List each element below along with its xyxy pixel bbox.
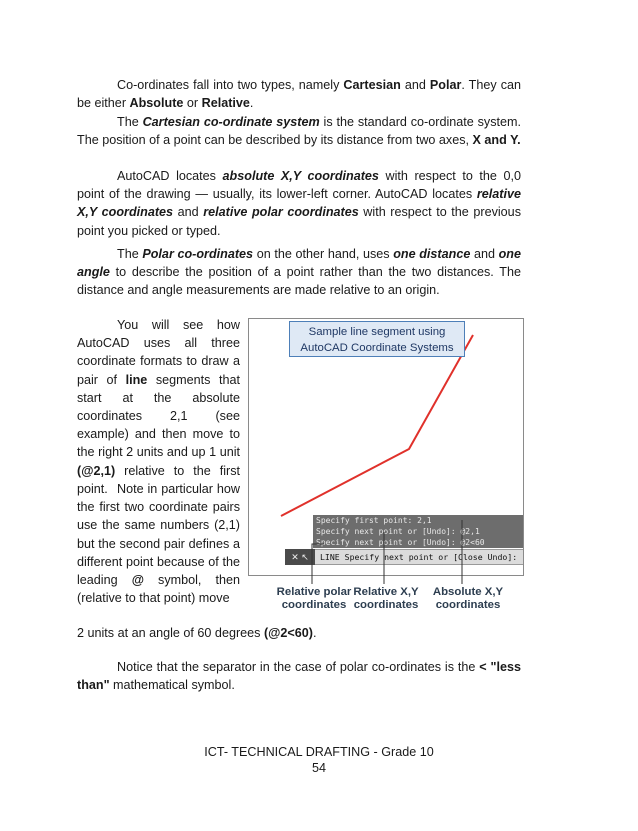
label-line: Relative polar xyxy=(276,586,352,598)
figure-caption-line: Sample line segment using xyxy=(308,326,446,338)
term-less-than-word: "less than" xyxy=(77,660,522,693)
label-line: coordinates xyxy=(435,599,501,611)
term-relative-example: (@2,1) xyxy=(77,463,116,478)
term-at-symbol: @ xyxy=(131,573,144,588)
term-x-and-y: X and Y. xyxy=(472,133,521,148)
text: The xyxy=(117,247,143,261)
term-absolute: Absolute xyxy=(129,96,184,111)
page-number: 54 xyxy=(311,761,326,775)
paragraph-note-continued xyxy=(77,624,521,642)
text: . xyxy=(249,96,254,111)
figure-caption-line: AutoCAD Coordinate Systems xyxy=(300,342,454,354)
text: Note in particular how the first two coordinate pairs use the same numbers (2,1) but the second pair defines a different point because of the leading xyxy=(77,482,240,588)
text: . xyxy=(313,626,317,640)
text: 2 units at an angle of 60 degrees xyxy=(77,626,264,640)
paragraph-cartesian-system xyxy=(77,113,521,149)
term-relative: Relative xyxy=(201,96,250,111)
term-cartesian-system: Cartesian co-ordinate system xyxy=(142,115,320,129)
text: and xyxy=(400,78,430,92)
command-history-line: Specify next point or [Undo]: @2<60 xyxy=(313,537,524,548)
label-line: coordinates xyxy=(281,599,347,611)
label-leader-lines xyxy=(248,318,524,622)
paragraph-separator xyxy=(77,658,521,694)
text: Co-ordinates fall into two types, namely xyxy=(117,78,344,92)
term-relative-xy: relative X,Y coordinates xyxy=(77,187,521,220)
paragraph-coordinate-types xyxy=(77,76,521,112)
paragraph-autocad-locates xyxy=(77,167,521,240)
term-relative-polar: relative polar coordinates xyxy=(203,205,359,220)
text: with respect to the previous point you picked or typed. xyxy=(77,205,521,238)
command-history-line: Specify next point or [Undo]: @2,1 xyxy=(313,526,524,537)
text: AutoCAD locates xyxy=(117,169,223,183)
text: symbol, then (relative to that point) move xyxy=(77,573,240,606)
term-one-angle: one angle xyxy=(77,247,521,280)
label-absolute-xy xyxy=(428,586,508,612)
text: to describe the position of a point rather than the two distances. The distance and angle measurements are made relative to an origin. xyxy=(77,265,521,298)
text: is the standard co-ordinate system. The position of a point can be described by its distance from two axes, xyxy=(77,115,522,148)
text: mathematical symbol. xyxy=(109,678,235,693)
text: The xyxy=(117,115,143,129)
term-cartesian: Cartesian xyxy=(343,78,401,92)
term-absolute-xy: absolute X,Y coordinates xyxy=(222,169,379,183)
label-relative-polar xyxy=(274,586,354,612)
label-line: Absolute X,Y xyxy=(432,586,504,598)
footer-title: ICT- TECHNICAL DRAFTING - Grade 10 xyxy=(204,745,434,759)
term-polar-coordinates: Polar co-ordinates xyxy=(142,247,254,261)
paragraph-you-will-see xyxy=(77,316,240,498)
term-less-than-symbol: < xyxy=(479,660,487,674)
text: and xyxy=(173,205,204,220)
text: Notice that the separator in the case of polar co-ordinates is the xyxy=(117,660,480,674)
command-line-close-icon: ✕ ↖ xyxy=(285,549,315,565)
text: or xyxy=(183,96,202,111)
paragraph-polar-coordinates xyxy=(77,245,521,300)
term-polar-example: (@2<60) xyxy=(263,626,313,640)
text: segments that start at the absolute coordinates 2,1 (see example) and then move to the right 2 units and up 1 unit xyxy=(77,372,240,460)
term-line: line xyxy=(125,372,148,387)
term-polar: Polar xyxy=(429,78,462,92)
paragraph-note-in-particular xyxy=(77,480,240,607)
command-line-text: LINE Specify next point or [Close Undo]: xyxy=(320,552,518,562)
term-one-distance: one distance xyxy=(393,247,471,261)
autocad-coordinate-figure xyxy=(248,318,524,622)
text: relative to the first point. xyxy=(77,463,240,496)
text: and xyxy=(470,247,499,261)
text: . They can be either xyxy=(77,78,522,111)
text: You will see how AutoCAD uses all three coordinate formats to draw a pair of xyxy=(77,318,240,387)
label-relative-xy xyxy=(348,586,424,612)
text: with respect to the 0,0 point of the drawing — usually, its lower-left corner. AutoCAD locates xyxy=(77,169,521,202)
leader-relative-polar xyxy=(312,544,324,584)
label-line: Relative X,Y xyxy=(353,586,419,598)
command-history-line: Specify first point: 2,1 xyxy=(313,515,524,526)
text: on the other hand, uses xyxy=(253,247,394,261)
label-line: coordinates xyxy=(353,599,419,611)
